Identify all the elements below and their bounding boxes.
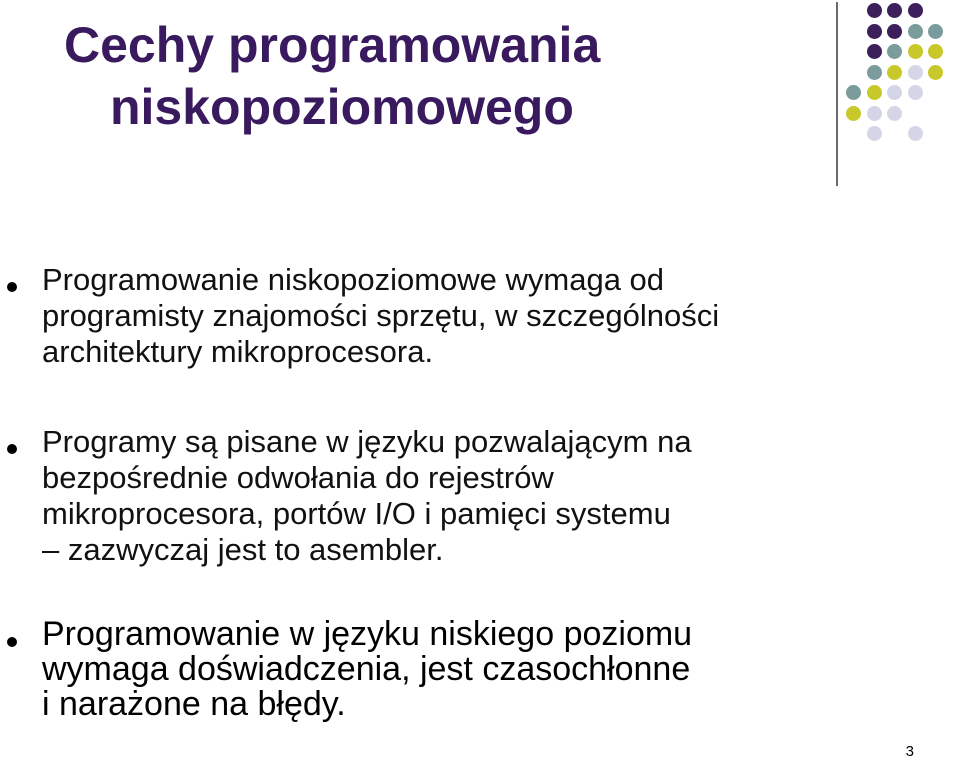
bullet-line: bezpośrednie odwołania do rejestrów xyxy=(42,460,554,495)
bullet-line: wymaga doświadczenia, jest czasochłonne xyxy=(42,650,691,688)
title-divider-line xyxy=(836,2,838,186)
decorative-dot xyxy=(867,44,882,59)
decorative-dot xyxy=(887,106,902,121)
slide-title-line: Cechy programowania xyxy=(64,17,601,73)
decorative-dot xyxy=(908,44,923,59)
slide-title xyxy=(64,14,794,138)
bullet-text xyxy=(42,424,922,568)
decorative-dot xyxy=(887,44,902,59)
slide-title-line: niskopoziomowego xyxy=(110,79,574,135)
decorative-dot xyxy=(908,3,923,18)
bullet-line: architektury mikroprocesora. xyxy=(42,334,434,369)
bullet-dot-icon xyxy=(7,637,17,647)
bullet-line: programisty znajomości sprzętu, w szczególności xyxy=(42,298,720,333)
decorative-dot xyxy=(867,106,882,121)
decorative-dot xyxy=(867,3,882,18)
decorative-dot xyxy=(928,65,943,80)
decorative-dot xyxy=(846,85,861,100)
decorative-dot xyxy=(867,85,882,100)
page-number: 3 xyxy=(905,743,914,760)
decorative-dot xyxy=(867,65,882,80)
bullet-line: – zazwyczaj jest to asembler. xyxy=(42,532,444,567)
bullet-dot-icon xyxy=(7,444,17,454)
decorative-dot xyxy=(928,24,943,39)
decorative-dot xyxy=(887,85,902,100)
decorative-dot xyxy=(887,24,902,39)
decorative-dot xyxy=(867,126,882,141)
decorative-dot xyxy=(928,44,943,59)
decorative-dot xyxy=(908,126,923,141)
decorative-dot xyxy=(908,65,923,80)
bullet-dot-icon xyxy=(7,282,17,292)
bullet-line: i narażone na błędy. xyxy=(42,685,346,723)
decorative-dot xyxy=(846,106,861,121)
bullet-line: Programowanie w języku niskiego poziomu xyxy=(42,615,693,653)
bullet-line: Programowanie niskopoziomowe wymaga od xyxy=(42,262,665,297)
bullet-line: mikroprocesora, portów I/O i pamięci systemu xyxy=(42,496,671,531)
bullet-text xyxy=(42,262,922,370)
decorative-dot xyxy=(908,85,923,100)
bullet-line: Programy są pisane w języku pozwalającym na xyxy=(42,424,692,459)
decorative-dot xyxy=(908,24,923,39)
decorative-dot xyxy=(887,3,902,18)
decorative-dot xyxy=(887,65,902,80)
decorative-dot xyxy=(867,24,882,39)
bullet-text xyxy=(42,617,922,722)
